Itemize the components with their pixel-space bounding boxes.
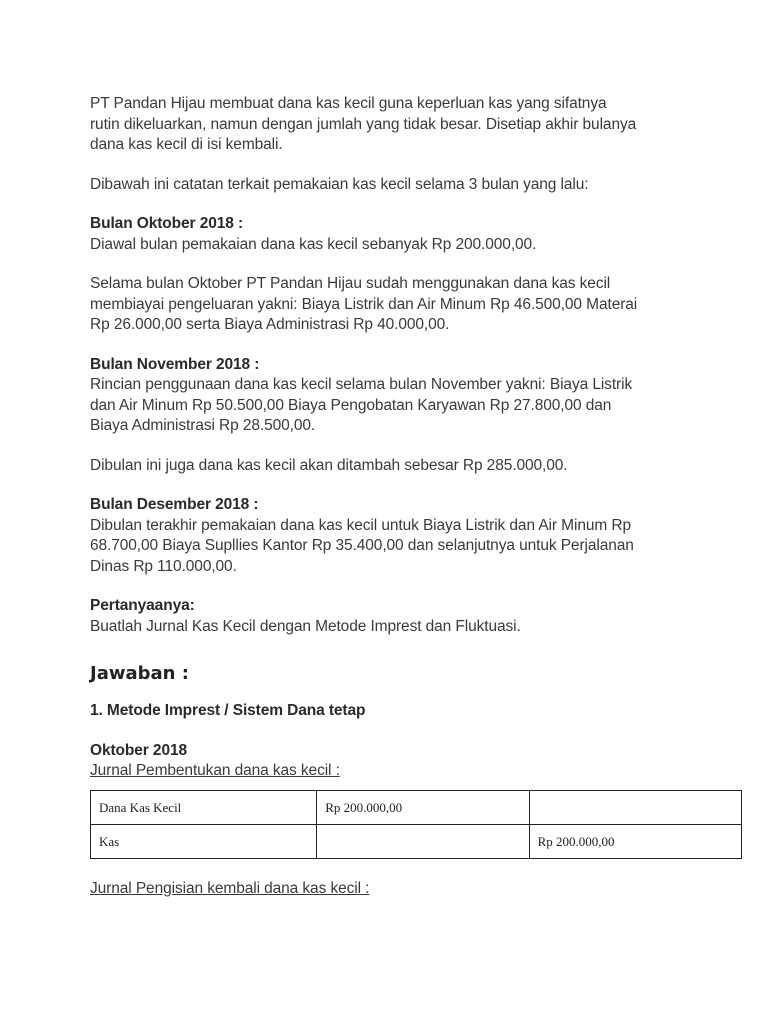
oktober-paragraph-line-1: Selama bulan Oktober PT Pandan Hijau sudah menggunakan dana kas kecil bbox=[90, 275, 611, 292]
desember-heading: Bulan Desember 2018 : bbox=[90, 496, 259, 513]
question-heading: Pertanyaanya: bbox=[90, 597, 195, 614]
november-line-1: Rincian penggunaan dana kas kecil selama bulan November yakni: Biaya Listrik bbox=[90, 376, 633, 393]
intro-line-3: dana kas kecil di isi kembali. bbox=[90, 136, 283, 153]
table-row bbox=[91, 825, 742, 859]
oktober-paragraph-line-2: membiayai pengeluaran yakni: Biaya Listrik dan Air Minum Rp 46.500,00 Materai bbox=[90, 295, 638, 313]
intro-paragraph-2: Dibawah ini catatan terkait pemakaian kas kecil selama 3 bulan yang lalu: bbox=[90, 175, 589, 193]
oktober-paragraph-line-3: Rp 26.000,00 serta Biaya Administrasi Rp 40.000,00. bbox=[90, 316, 450, 333]
november-line-2: dan Air Minum Rp 50.500,00 Biaya Pengobatan Karyawan Rp 27.800,00 dan bbox=[90, 396, 612, 414]
table-cell-account: Kas bbox=[91, 825, 317, 859]
table-cell-debit bbox=[317, 825, 529, 859]
jurnal-pembentukan-label: Jurnal Pembentukan dana kas kecil : bbox=[90, 762, 340, 779]
november-extra: Dibulan ini juga dana kas kecil akan ditambah sebesar Rp 285.000,00. bbox=[90, 456, 568, 474]
month-heading: Oktober 2018 bbox=[90, 741, 188, 759]
desember-line-3: Dinas Rp 110.000,00. bbox=[90, 557, 237, 575]
desember-line-2: 68.700,00 Biaya Supllies Kantor Rp 35.400,00 dan selanjutnya untuk Perjalanan bbox=[90, 537, 634, 554]
table-cell-credit bbox=[529, 791, 741, 825]
table-cell-credit: Rp 200.000,00 bbox=[529, 825, 741, 859]
answer-heading: Jawaban : bbox=[90, 663, 189, 684]
table-cell-debit: Rp 200.000,00 bbox=[317, 791, 529, 825]
oktober-heading: Bulan Oktober 2018 : bbox=[90, 215, 244, 232]
intro-line-2: rutin dikeluarkan, namun dengan jumlah yang tidak besar. Disetiap akhir bulanya bbox=[90, 115, 637, 133]
jurnal-pengisian-label: Jurnal Pengisian kembali dana kas kecil : bbox=[90, 880, 370, 897]
oktober-line-1: Diawal bulan pemakaian dana kas kecil sebanyak Rp 200.000,00. bbox=[90, 235, 537, 253]
document-page bbox=[90, 94, 710, 782]
jurnal-table bbox=[90, 790, 742, 859]
intro-line-1: PT Pandan Hijau membuat dana kas kecil guna keperluan kas yang sifatnya bbox=[90, 95, 607, 112]
november-line-3: Biaya Administrasi Rp 28.500,00. bbox=[90, 417, 316, 434]
table-cell-account: Dana Kas Kecil bbox=[91, 791, 317, 825]
november-heading: Bulan November 2018 : bbox=[90, 355, 260, 373]
table-row bbox=[91, 791, 742, 825]
method-title: 1. Metode Imprest / Sistem Dana tetap bbox=[90, 702, 366, 719]
desember-line-1: Dibulan terakhir pemakaian dana kas kecil untuk Biaya Listrik dan Air Minum Rp bbox=[90, 516, 631, 534]
question-text: Buatlah Jurnal Kas Kecil dengan Metode Imprest dan Fluktuasi. bbox=[90, 617, 521, 635]
